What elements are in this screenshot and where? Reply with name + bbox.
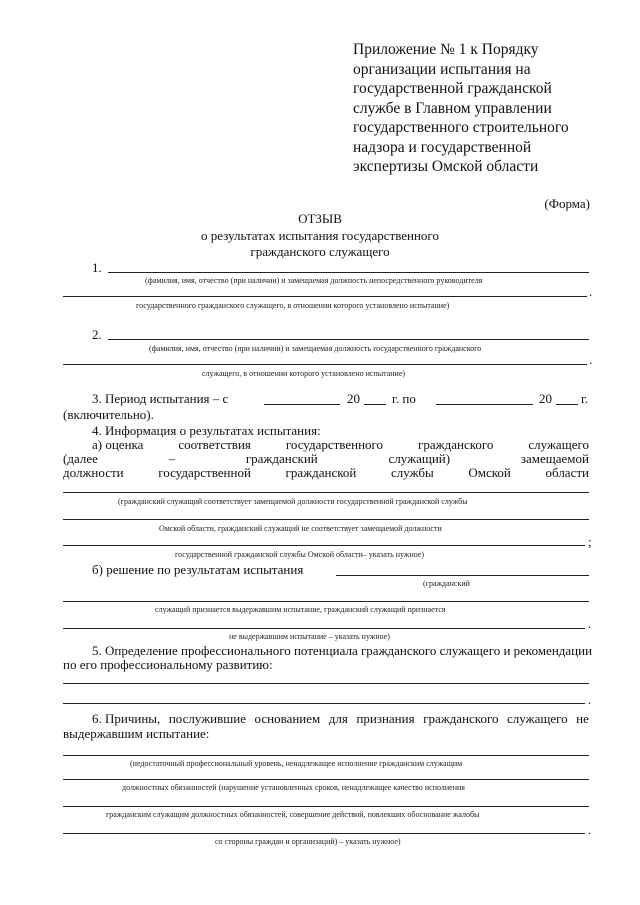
item4-a-line-2 [63,451,589,466]
item2-field-line[interactable] [108,339,589,340]
item6-field-line-1[interactable] [63,755,589,756]
word: не [576,711,589,726]
item6-field-line-4[interactable] [63,833,585,834]
header-line: государственной гражданской [353,80,552,97]
item5-line-1: 5. Определение профессионального потенциала гражданского служащего и рекомендации [92,643,593,658]
header-line: государственного строительного [353,119,569,136]
item4-b-label: б) решение по результатам испытания [92,562,304,577]
header-line: Приложение № 1 к Порядку [353,41,539,58]
word: а) оценка [92,437,144,452]
word: гражданский [245,451,318,466]
item4-b-hint-3: не выдержавшим испытание – указать нужное) [229,632,390,641]
item4-a-hint-1: (гражданский служащий соответствует замещаемой должности государственной гражданской службы [118,497,468,506]
word: основанием [254,711,321,726]
word: – [168,451,176,466]
item4-a-field-line-1[interactable] [63,492,589,493]
item4-b-field-line-2[interactable] [63,601,589,602]
item3-end-year-line[interactable] [556,404,578,405]
word: гражданской [285,465,357,480]
word: служащего [528,437,589,452]
item4-heading: 4. Информация о результатах испытания: [92,423,321,438]
item1-end: . [589,284,593,299]
item6-line-1 [92,711,589,726]
item3-inclusive: (включительно). [63,407,154,422]
item6-hint-1: (недостаточный профессиональный уровень, ненадлежащее исполнение гражданским служащим [130,759,463,768]
word: 6. Причины, [92,711,161,726]
item2-end: . [589,352,593,367]
item3-year-prefix-2: 20 [539,391,552,406]
doc-subtitle-1: о результатах испытания государственного [201,228,439,243]
item3-start-year-line[interactable] [364,404,386,405]
header-line: службе в Главном управлении [353,100,552,117]
item4-a-semicolon: ; [588,534,592,549]
item4-b-field-line-1[interactable] [336,575,589,576]
item3-po: г. по [392,391,416,406]
item2-hint-2: служащего, в отношении которого установлено испытание) [202,369,406,378]
item3-end-date-line[interactable] [436,404,533,405]
item3-year-prefix-1: 20 [347,391,360,406]
item6-end: . [588,822,592,837]
word: Омской [468,465,511,480]
item5-line-2: по его профессиональному развитию: [63,657,273,672]
item4-a-field-line-3[interactable] [63,545,585,546]
item4-a-hint-3: государственной гражданской службы Омской области– указать нужное) [175,550,425,559]
item1-number: 1. [92,260,102,275]
word: признания [356,711,415,726]
item4-a-field-line-2[interactable] [63,519,589,520]
word: гражданского [423,711,499,726]
item6-field-line-2[interactable] [63,779,589,780]
header-line: экспертизы Омской области [353,158,539,175]
word: соответствия [178,437,251,452]
word: должности [63,465,124,480]
word: государственной [158,465,251,480]
item6-field-line-3[interactable] [63,806,589,807]
item4-a-line-1 [92,437,589,452]
item4-a-hint-2: Омской области, гражданский служащий не соответствует замещаемой должности [159,524,442,533]
word: замещаемой [520,451,589,466]
word: служащего [507,711,568,726]
item5-field-line-2[interactable] [63,703,585,704]
item4-b-end: . [588,616,592,631]
item3-g: г. [581,391,589,406]
item3-label: 3. Период испытания – с [92,391,229,406]
word: послужившие [168,711,247,726]
item5-end: . [588,692,592,707]
item1-field-line[interactable] [108,272,589,273]
doc-title: ОТЗЫВ [298,211,342,226]
item1-hint-1: (фамилия, имя, отчество (при наличии) и замещаемая должность непосредственного руководителя [145,276,483,285]
header-line: организации испытания на [353,61,531,78]
item5-field-line-1[interactable] [63,683,589,684]
item4-a-line-3 [63,465,589,480]
word: для [328,711,348,726]
item4-b-hint-1: (гражданский [423,579,470,588]
item6-hint-2: должностных обязанностей (нарушение установленных сроков, ненадлежащее качество исполнения [122,783,465,792]
word: области [545,465,589,480]
item6-hint-3: гражданским служащим должностных обязанностей, совершение действий, повлекших обоснование жалобы [106,810,480,819]
header-line: надзора и государственной [353,139,532,156]
word: государственного [285,437,384,452]
word: службы [391,465,434,480]
doc-subtitle-2: гражданского служащего [250,244,390,259]
word: гражданского [418,437,494,452]
item2-field-line-2[interactable] [63,364,587,365]
form-label: (Форма) [544,196,590,211]
item1-hint-2: государственного гражданского служащего, в отношении которого установлено испытание) [136,301,450,310]
item6-line-2: выдержавшим испытание: [63,726,210,741]
word: (далее [63,451,98,466]
item4-b-hint-2: служащий признается выдержавшим испытание, гражданский служащий признается [155,605,446,614]
item6-hint-4: со стороны граждан и организаций) – указать нужное) [215,837,401,846]
item1-field-line-2[interactable] [63,296,587,297]
item3-start-date-line[interactable] [264,404,340,405]
item2-number: 2. [92,327,102,342]
item4-b-field-line-3[interactable] [63,628,585,629]
item2-hint-1: (фамилия, имя, отчество (при наличии) и замещаемая должность государственного гражданского [149,344,482,353]
word: служащий) [388,451,451,466]
